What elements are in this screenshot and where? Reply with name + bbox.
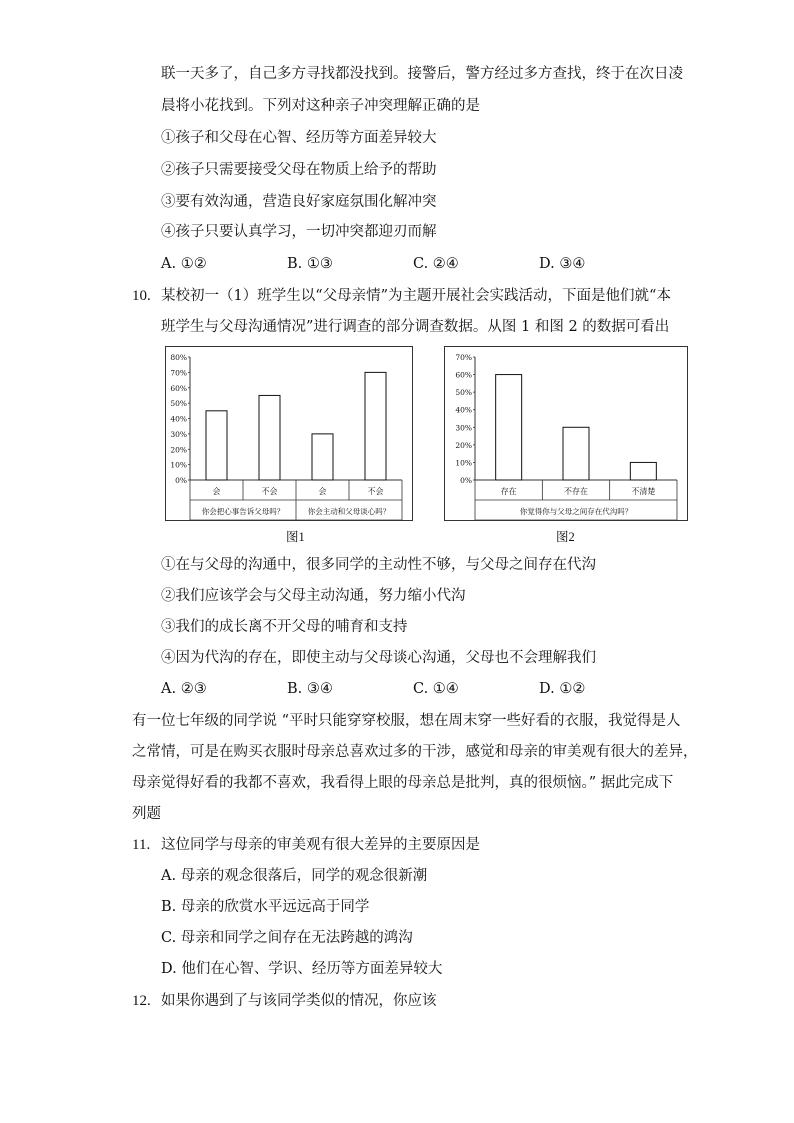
chart-2-ytick-label: 60%	[455, 370, 472, 380]
chart-1-bar	[206, 411, 227, 480]
q11-option-d: D. 他们在心智、学识、经历等方面差异较大	[161, 961, 443, 977]
q11-number: 11.	[132, 837, 151, 853]
chart-1-ytick-label: 30%	[170, 429, 187, 439]
q9-option-b: B. ①③	[287, 256, 333, 272]
chart-2-category-label: 不清楚	[631, 487, 656, 496]
q10-stem-line2: 班学生与父母沟通情况”进行调查的部分调查数据。从图 1 和图 2 的数据可看出	[161, 319, 670, 335]
q10-item-2: ②我们应该学会与父母主动沟通，努力缩小代沟	[161, 588, 466, 604]
q9-option-d: D. ③④	[539, 256, 586, 272]
q10-option-d: D. ①②	[539, 681, 586, 697]
passage-line-4: 列题	[132, 806, 161, 822]
q9-option-c: C. ②④	[413, 256, 459, 272]
chart-1-ytick-label: 80%	[170, 353, 187, 362]
chart-2-ytick-label: 70%	[455, 353, 472, 362]
chart-figure-1	[165, 346, 413, 521]
chart-1-category-label: 不会	[261, 487, 278, 496]
chart-2-ytick-label: 40%	[455, 405, 472, 415]
passage-line-2: 之常情，可是在购买衣服时母亲总喜欢过多的干涉，感觉和母亲的审美观有很大的差异，	[132, 744, 698, 760]
q9-stem-line1: 联一天多了，自己多方寻找都没找到。接警后，警方经过多方查找，终于在次日凌	[161, 66, 683, 82]
chart-1-group-label: 你会把心事告诉父母吗？	[201, 507, 285, 516]
chart-1-svg	[166, 347, 412, 520]
q11-option-c: C. 母亲和同学之间存在无法跨越的鸿沟	[161, 930, 413, 946]
passage-line-1: 有一位七年级的同学说 “平时只能穿穿校服，想在周末穿一些好看的衣服，我觉得是人	[132, 713, 681, 729]
q10-item-4: ④因为代沟的存在，即使主动与父母谈心沟通，父母也不会理解我们	[161, 650, 596, 666]
q10-option-b: B. ③④	[287, 681, 333, 697]
chart-2-category-label: 存在	[500, 487, 517, 496]
passage-line-3: 母亲觉得好看的我都不喜欢，我看得上眼的母亲总是批判，真的很烦恼。” 据此完成下	[132, 775, 674, 791]
q10-stem-line1: 某校初一（1）班学生以“父母亲情”为主题开展社会实践活动，下面是他们就“本	[161, 288, 671, 304]
q12-number: 12.	[132, 993, 151, 1009]
q9-stem-line2: 晨将小花找到。下列对这种亲子冲突理解正确的是	[161, 98, 480, 114]
q9-item-1: ①孩子和父母在心智、经历等方面差异较大	[161, 130, 437, 146]
chart-1-category-label: 不会	[367, 487, 384, 496]
chart-figure-2	[444, 346, 688, 521]
chart-1-ytick-label: 70%	[170, 368, 187, 378]
q12-stem: 如果你遇到了与该同学类似的情况，你应该	[161, 993, 437, 1009]
q10-number: 10.	[132, 288, 151, 304]
q9-item-4: ④孩子只要认真学习，一切冲突都迎刃而解	[161, 224, 437, 240]
chart-2-ytick-label: 30%	[455, 423, 472, 433]
chart-2-group-label: 你觉得你与父母之间存在代沟吗？	[519, 507, 633, 516]
q10-option-a: A. ②③	[161, 681, 207, 697]
chart-1-bar	[259, 395, 280, 480]
chart-2-caption: 图2	[556, 530, 575, 544]
chart-1-ytick-label: 10%	[170, 460, 187, 470]
chart-2-ytick-label: 20%	[455, 440, 472, 450]
chart-2-bar	[496, 375, 522, 480]
chart-1-bar	[365, 372, 386, 480]
chart-2-svg	[445, 347, 687, 520]
chart-1-ytick-label: 50%	[170, 399, 187, 409]
chart-2-ytick-label: 10%	[455, 458, 472, 468]
chart-2-bar	[563, 427, 589, 480]
q9-option-a: A. ①②	[161, 256, 207, 272]
q9-item-3: ③要有效沟通，营造良好家庭氛围化解冲突	[161, 194, 437, 210]
q10-item-3: ③我们的成长离不开父母的哺育和支持	[161, 619, 408, 635]
chart-2-ytick-label: 50%	[455, 388, 472, 398]
chart-1-bar	[312, 434, 333, 480]
q11-option-b: B. 母亲的欣赏水平远远高于同学	[161, 899, 370, 915]
q10-item-1: ①在与父母的沟通中，很多同学的主动性不够，与父母之间存在代沟	[161, 557, 596, 573]
chart-1-caption: 图1	[286, 530, 305, 544]
chart-1-ytick-label: 60%	[170, 383, 187, 393]
q11-option-a: A. 母亲的观念很落后，同学的观念很新潮	[161, 868, 428, 884]
chart-2-ytick-label: 0%	[460, 476, 472, 485]
q9-item-2: ②孩子只需要接受父母在物质上给予的帮助	[161, 162, 437, 178]
chart-1-category-label: 会	[212, 487, 221, 496]
chart-2-category-label: 不存在	[564, 487, 588, 496]
chart-1-category-label: 会	[318, 487, 327, 496]
chart-1-ytick-label: 20%	[170, 445, 187, 455]
chart-1-ytick-label: 40%	[170, 414, 187, 424]
chart-1-ytick-label: 0%	[175, 476, 187, 485]
q11-stem: 这位同学与母亲的审美观有很大差异的主要原因是	[161, 837, 480, 853]
chart-1-group-label: 你会主动和父母谈心吗？	[307, 507, 391, 516]
q10-option-c: C. ①④	[413, 681, 459, 697]
chart-2-bar	[630, 462, 656, 480]
